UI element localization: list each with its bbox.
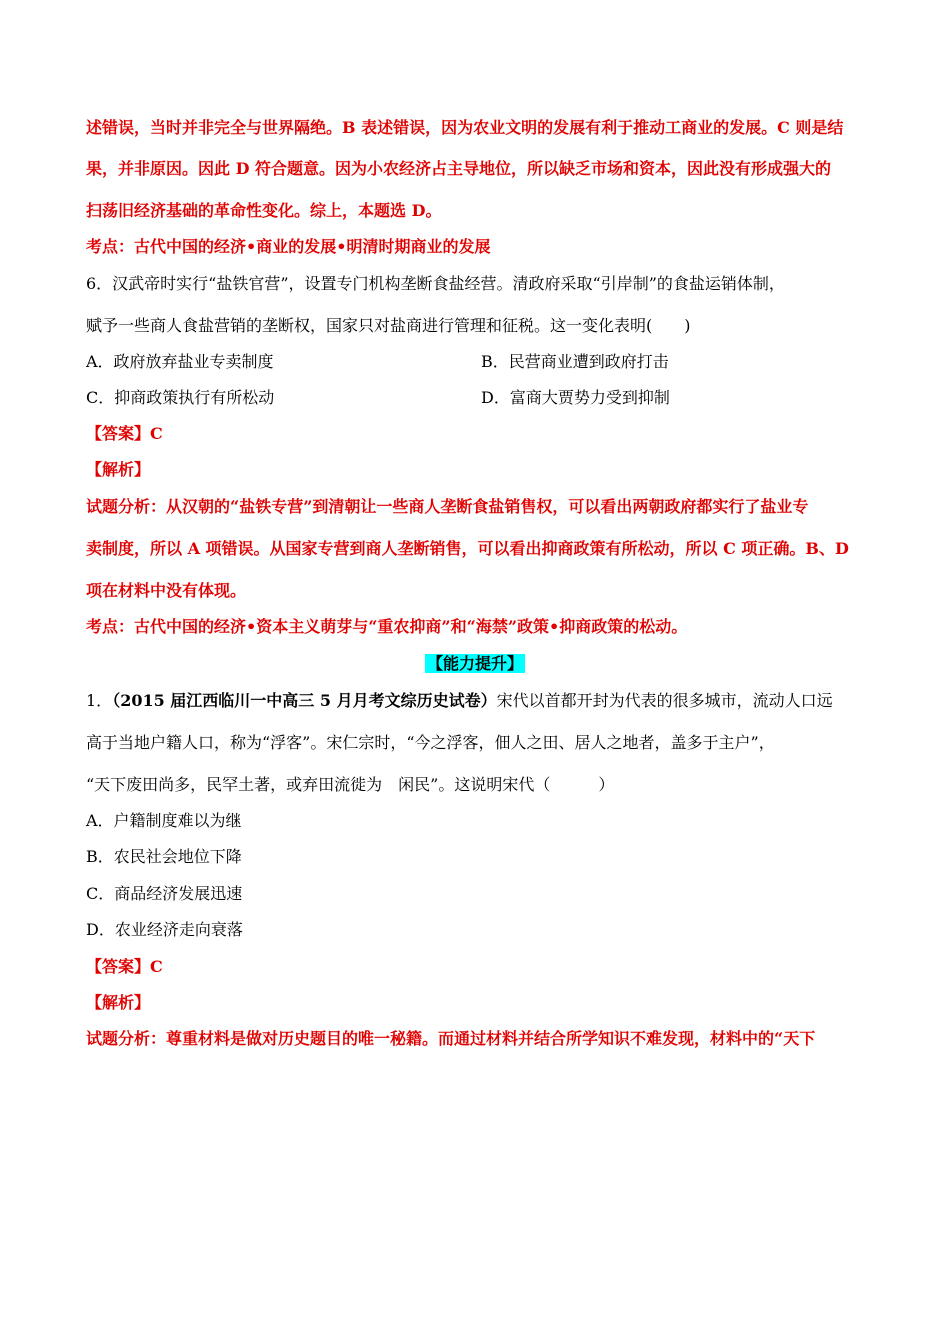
q6-analysis-label: 【解析】 [86, 460, 151, 479]
q1-answer: 【答案】C [86, 957, 163, 976]
q1-stem-rest: 宋代以首都开封为代表的很多城市，流动人口远 [496, 691, 833, 710]
section-heading [0, 654, 950, 674]
q6-option-c: C．抑商政策执行有所松动 [86, 388, 275, 407]
q1-option-c: C．商品经济发展迅速 [86, 884, 243, 903]
q6-option-row-1 [86, 352, 669, 372]
prev-analysis-line-1: 述错误，当时并非完全与世界隔绝。B 表述错误，因为农业文明的发展有利于推动工商业的发展。C 则是结 [86, 118, 844, 137]
q1-stem-line-1 [86, 691, 833, 711]
q6-stem-line-1: 6．汉武帝时实行“盐铁官营”，设置专门机构垄断食盐经营。清政府采取“引岸制”的食盐运销体制， [86, 274, 785, 293]
q1-stem-line-3: “天下废田尚多，民罕土著，或弃田流徙为 闲民”。这说明宋代（ ） [86, 775, 615, 794]
q6-option-a: A．政府放弃盐业专卖制度 [86, 352, 274, 371]
prev-analysis-line-2: 果，并非原因。因此 D 符合题意。因为小农经济占主导地位，所以缺乏市场和资本，因此没有形成强大的 [86, 159, 832, 178]
q6-analysis-line-3: 项在材料中没有体现。 [86, 581, 247, 600]
q6-kaodian: 考点：古代中国的经济•资本主义萌芽与“重农抑商”和“海禁”政策•抑商政策的松动。 [86, 617, 688, 636]
q1-option-b: B．农民社会地位下降 [86, 847, 242, 866]
q1-analysis-line-1: 试题分析：尊重材料是做对历史题目的唯一秘籍。而通过材料并结合所学知识不难发现，材料中的“天下 [86, 1029, 816, 1048]
q6-analysis-line-2: 卖制度，所以 A 项错误。从国家专营到商人垄断销售，可以看出抑商政策有所松动，所以 C 项正确。B、D [86, 539, 849, 558]
q6-analysis-line-1: 试题分析：从汉朝的“盐铁专营”到清朝让一些商人垄断食盐销售权，可以看出两朝政府都实行了盐业专 [86, 497, 809, 516]
prev-analysis-line-3: 扫荡旧经济基础的革命性变化。综上，本题选 D。 [86, 201, 442, 220]
q6-answer: 【答案】C [86, 424, 163, 443]
q6-option-b: B．民营商业遭到政府打击 [481, 352, 669, 371]
q6-option-row-2 [86, 388, 670, 408]
q1-stem-line-2: 高于当地户籍人口，称为“浮客”。宋仁宗时，“今之浮客，佃人之田、居人之地者，盖多于主户”， [86, 733, 775, 752]
q1-option-d: D．农业经济走向衰落 [86, 920, 243, 939]
section-heading-text: 【能力提升】 [426, 654, 523, 673]
q6-option-d: D．富商大贾势力受到抑制 [481, 388, 670, 407]
prev-kaodian: 考点：古代中国的经济•商业的发展•明清时期商业的发展 [86, 237, 491, 256]
q1-analysis-label: 【解析】 [86, 993, 151, 1012]
q1-number: 1． [86, 691, 113, 710]
q1-option-a: A．户籍制度难以为继 [86, 811, 242, 830]
q1-source: （2015 届江西临川一中高三 5 月月考文综历史试卷） [112, 691, 497, 710]
q6-stem-line-2: 赋予一些商人食盐营销的垄断权，国家只对盐商进行管理和征税。这一变化表明( ) [86, 316, 691, 335]
